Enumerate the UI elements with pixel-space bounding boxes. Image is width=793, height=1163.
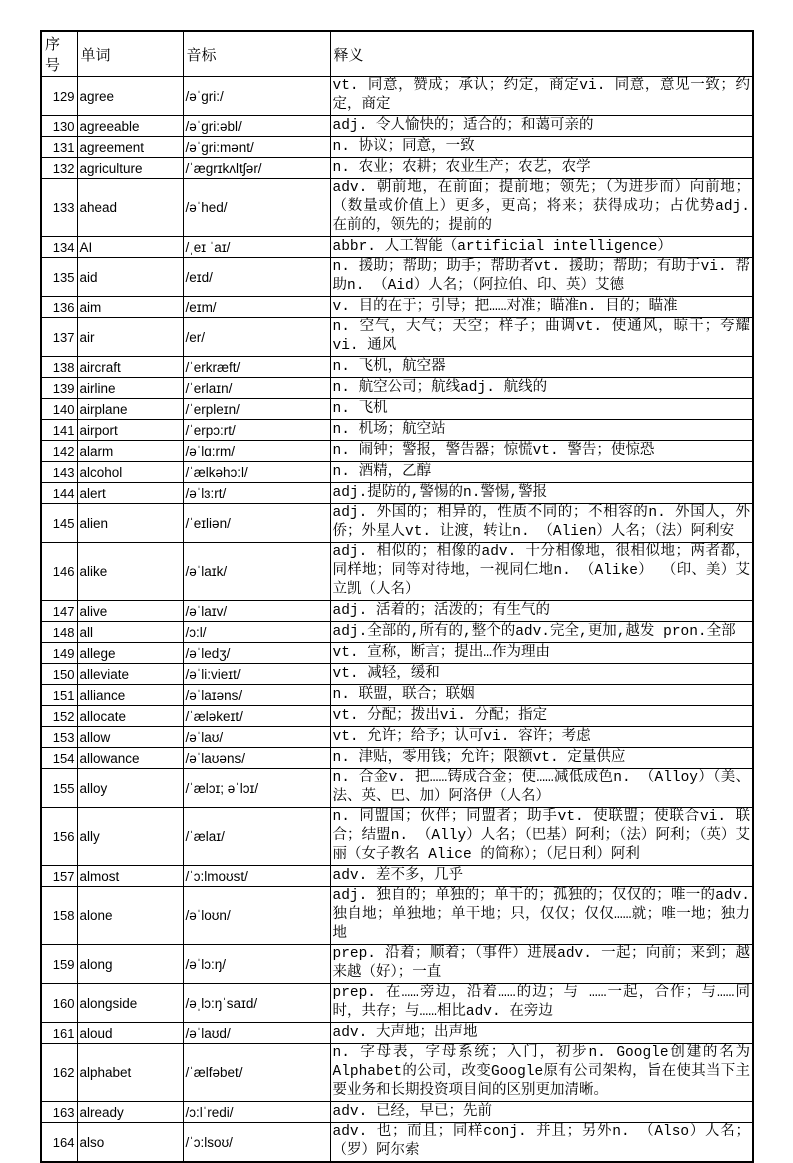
row-number-cell: 137 xyxy=(41,318,77,357)
phonetic-cell: /ɔ:l/ xyxy=(183,622,330,643)
row-number-cell: 129 xyxy=(41,77,77,116)
row-number-cell: 160 xyxy=(41,984,77,1023)
phonetic-cell: /ˈælɔɪ; əˈlɔɪ/ xyxy=(183,769,330,808)
word-cell: air xyxy=(77,318,183,357)
word-cell: allowance xyxy=(77,748,183,769)
row-number-cell: 150 xyxy=(41,664,77,685)
definition-cell: vt. 同意，赞成；承认；约定，商定vi. 同意，意见一致；约定，商定 xyxy=(330,77,753,116)
phonetic-cell: /ˈælfəbet/ xyxy=(183,1044,330,1102)
definition-cell: n. 津贴，零用钱；允许；限额vt. 定量供应 xyxy=(330,748,753,769)
definition-cell: n. 飞机 xyxy=(330,399,753,420)
table-row xyxy=(41,887,753,945)
table-row xyxy=(41,808,753,866)
phonetic-cell: /əˈlaʊd/ xyxy=(183,1023,330,1044)
phonetic-cell: /əˈlɔ:ŋ/ xyxy=(183,945,330,984)
word-cell: agree xyxy=(77,77,183,116)
phonetic-cell: /ˌeɪ ˈaɪ/ xyxy=(183,237,330,258)
definition-cell: n. 飞机，航空器 xyxy=(330,357,753,378)
word-cell: aid xyxy=(77,258,183,297)
table-row xyxy=(41,769,753,808)
phonetic-cell: /əˈlɑ:rm/ xyxy=(183,441,330,462)
row-number-cell: 135 xyxy=(41,258,77,297)
word-cell: agriculture xyxy=(77,158,183,179)
definition-cell: n. 空气，大气；天空；样子；曲调vt. 使通风，晾干；夸耀vi. 通风 xyxy=(330,318,753,357)
phonetic-cell: /əˈlaɪk/ xyxy=(183,543,330,601)
phonetic-cell: /əˈgri:əbl/ xyxy=(183,116,330,137)
definition-cell: vt. 分配；拨出vi. 分配；指定 xyxy=(330,706,753,727)
word-cell: along xyxy=(77,945,183,984)
phonetic-cell: /əˈlaʊ/ xyxy=(183,727,330,748)
word-cell: allow xyxy=(77,727,183,748)
col-header-word: 单词 xyxy=(77,31,183,77)
row-number-cell: 154 xyxy=(41,748,77,769)
row-number-cell: 158 xyxy=(41,887,77,945)
table-row xyxy=(41,318,753,357)
row-number-cell: 159 xyxy=(41,945,77,984)
row-number-cell: 139 xyxy=(41,378,77,399)
table-row xyxy=(41,622,753,643)
table-row xyxy=(41,866,753,887)
row-number-cell: 134 xyxy=(41,237,77,258)
row-number-cell: 131 xyxy=(41,137,77,158)
phonetic-cell: /əˈlaɪv/ xyxy=(183,601,330,622)
definition-cell: prep. 沿着；顺着；（事件）进展adv. 一起；向前；来到；越来越（好）；一直 xyxy=(330,945,753,984)
definition-cell: adv. 也；而且；同样conj. 并且；另外n. （Also）人名；（罗）阿尔索 xyxy=(330,1123,753,1163)
table-row xyxy=(41,1023,753,1044)
row-number-cell: 148 xyxy=(41,622,77,643)
table-row xyxy=(41,237,753,258)
col-header-definition: 释义 xyxy=(330,31,753,77)
table-row xyxy=(41,664,753,685)
definition-cell: n. 援助；帮助；助手；帮助者vt. 援助；帮助；有助于vi. 帮助n. （Aid）人名；（阿拉伯、印、英）艾德 xyxy=(330,258,753,297)
row-number-cell: 133 xyxy=(41,179,77,237)
word-cell: alarm xyxy=(77,441,183,462)
table-row xyxy=(41,643,753,664)
phonetic-cell: /eɪm/ xyxy=(183,297,330,318)
table-row xyxy=(41,462,753,483)
phonetic-cell: /əˈloʊn/ xyxy=(183,887,330,945)
row-number-cell: 140 xyxy=(41,399,77,420)
col-header-phonetic: 音标 xyxy=(183,31,330,77)
table-row xyxy=(41,1123,753,1163)
word-cell: airplane xyxy=(77,399,183,420)
table-row xyxy=(41,258,753,297)
phonetic-cell: /əˈlaʊəns/ xyxy=(183,748,330,769)
row-number-cell: 144 xyxy=(41,483,77,504)
definition-cell: n. 机场；航空站 xyxy=(330,420,753,441)
table-row xyxy=(41,378,753,399)
row-number-cell: 149 xyxy=(41,643,77,664)
definition-cell: n. 协议；同意，一致 xyxy=(330,137,753,158)
phonetic-cell: /eɪd/ xyxy=(183,258,330,297)
table-row xyxy=(41,504,753,543)
row-number-cell: 141 xyxy=(41,420,77,441)
table-row xyxy=(41,543,753,601)
word-cell: aircraft xyxy=(77,357,183,378)
phonetic-cell: /ˈerkræft/ xyxy=(183,357,330,378)
word-cell: alive xyxy=(77,601,183,622)
word-cell: allocate xyxy=(77,706,183,727)
row-number-cell: 161 xyxy=(41,1023,77,1044)
definition-cell: abbr. 人工智能（artificial intelligence） xyxy=(330,237,753,258)
word-cell: airline xyxy=(77,378,183,399)
definition-cell: adv. 已经，早已；先前 xyxy=(330,1102,753,1123)
row-number-cell: 152 xyxy=(41,706,77,727)
definition-cell: n. 闹钟；警报，警告器；惊慌vt. 警告；使惊恐 xyxy=(330,441,753,462)
table-row xyxy=(41,601,753,622)
definition-cell: adv. 朝前地，在前面；提前地；领先；（为进步而）向前地；（数量或价值上）更多，更高；将来；获得成功；占优势adj. 在前的，领先的；提前的 xyxy=(330,179,753,237)
phonetic-cell: /əˈhed/ xyxy=(183,179,330,237)
definition-cell: vt. 减轻，缓和 xyxy=(330,664,753,685)
definition-cell: adj. 活着的；活泼的；有生气的 xyxy=(330,601,753,622)
word-cell: agreeable xyxy=(77,116,183,137)
col-header-number: 序号 xyxy=(41,31,77,77)
phonetic-cell: /əˈlɜ:rt/ xyxy=(183,483,330,504)
word-cell: alphabet xyxy=(77,1044,183,1102)
row-number-cell: 156 xyxy=(41,808,77,866)
word-cell: already xyxy=(77,1102,183,1123)
table-row xyxy=(41,297,753,318)
word-cell: alliance xyxy=(77,685,183,706)
phonetic-cell: /ɔ:lˈredi/ xyxy=(183,1102,330,1123)
word-cell: alone xyxy=(77,887,183,945)
phonetic-cell: /ˈerpɔ:rt/ xyxy=(183,420,330,441)
definition-cell: adv. 大声地；出声地 xyxy=(330,1023,753,1044)
word-cell: alien xyxy=(77,504,183,543)
definition-cell: adj. 独自的；单独的；单干的；孤独的；仅仅的；唯一的adv. 独自地；单独地；单干地；只，仅仅；仅仅……就；唯一地；独力地 xyxy=(330,887,753,945)
table-row xyxy=(41,1102,753,1123)
table-row xyxy=(41,357,753,378)
definition-cell: n. 航空公司；航线adj. 航线的 xyxy=(330,378,753,399)
word-cell: agreement xyxy=(77,137,183,158)
table-row xyxy=(41,441,753,462)
phonetic-cell: /ˈægrɪkʌltʃər/ xyxy=(183,158,330,179)
definition-cell: adj.提防的,警惕的n.警惕,警报 xyxy=(330,483,753,504)
phonetic-cell: /əˈgri:mənt/ xyxy=(183,137,330,158)
definition-cell: adv. 差不多，几乎 xyxy=(330,866,753,887)
phonetic-cell: /ˈæləkeɪt/ xyxy=(183,706,330,727)
definition-cell: adj. 令人愉快的；适合的；和蔼可亲的 xyxy=(330,116,753,137)
phonetic-cell: /ˈɔ:lsoʊ/ xyxy=(183,1123,330,1163)
table-row xyxy=(41,727,753,748)
row-number-cell: 136 xyxy=(41,297,77,318)
row-number-cell: 132 xyxy=(41,158,77,179)
row-number-cell: 157 xyxy=(41,866,77,887)
definition-cell: adj.全部的,所有的,整个的adv.完全,更加,越发 pron.全部 xyxy=(330,622,753,643)
definition-cell: n. 联盟，联合；联姻 xyxy=(330,685,753,706)
phonetic-cell: /əˈli:vieɪt/ xyxy=(183,664,330,685)
word-cell: alert xyxy=(77,483,183,504)
phonetic-cell: /ˈɔ:lmoʊst/ xyxy=(183,866,330,887)
row-number-cell: 142 xyxy=(41,441,77,462)
table-row xyxy=(41,706,753,727)
row-number-cell: 145 xyxy=(41,504,77,543)
word-cell: allege xyxy=(77,643,183,664)
row-number-cell: 130 xyxy=(41,116,77,137)
table-row xyxy=(41,685,753,706)
table-row xyxy=(41,116,753,137)
definition-cell: n. 字母表，字母系统；入门，初步n. Google创建的名为Alphabet的公司，改变Google原有公司架构，旨在使其当下主要业务和长期投资项目间的区别更加清晰。 xyxy=(330,1044,753,1102)
table-row xyxy=(41,179,753,237)
definition-cell: n. 合金v. 把……铸成合金；使……减低成色n. （Alloy）（美、法、英、巴、加）阿洛伊（人名） xyxy=(330,769,753,808)
word-cell: alleviate xyxy=(77,664,183,685)
table-row xyxy=(41,1044,753,1102)
row-number-cell: 151 xyxy=(41,685,77,706)
phonetic-cell: /əˌlɔ:ŋˈsaɪd/ xyxy=(183,984,330,1023)
phonetic-cell: /ˈælaɪ/ xyxy=(183,808,330,866)
word-cell: alongside xyxy=(77,984,183,1023)
row-number-cell: 162 xyxy=(41,1044,77,1102)
definition-cell: n. 酒精，乙醇 xyxy=(330,462,753,483)
phonetic-cell: /er/ xyxy=(183,318,330,357)
table-row xyxy=(41,984,753,1023)
row-number-cell: 155 xyxy=(41,769,77,808)
word-cell: aloud xyxy=(77,1023,183,1044)
row-number-cell: 138 xyxy=(41,357,77,378)
row-number-cell: 146 xyxy=(41,543,77,601)
word-cell: alike xyxy=(77,543,183,601)
definition-cell: v. 目的在于；引导；把……对准；瞄准n. 目的；瞄准 xyxy=(330,297,753,318)
word-cell: also xyxy=(77,1123,183,1163)
phonetic-cell: /əˈlaɪəns/ xyxy=(183,685,330,706)
definition-cell: n. 农业；农耕；农业生产；农艺，农学 xyxy=(330,158,753,179)
word-cell: AI xyxy=(77,237,183,258)
vocabulary-table xyxy=(40,30,754,1163)
table-row xyxy=(41,420,753,441)
definition-cell: adj. 外国的；相异的，性质不同的；不相容的n. 外国人，外侨；外星人vt. 让渡，转让n. （Alien）人名；（法）阿利安 xyxy=(330,504,753,543)
definition-cell: vt. 允许；给予；认可vi. 容许；考虑 xyxy=(330,727,753,748)
table-row xyxy=(41,77,753,116)
table-row xyxy=(41,748,753,769)
definition-cell: adj. 相似的；相像的adv. 十分相像地，很相似地；两者都，同样地；同等对待地，一视同仁地n. （Alike） （印、美）艾立凯（人名） xyxy=(330,543,753,601)
phonetic-cell: /ˈeɪliən/ xyxy=(183,504,330,543)
definition-cell: n. 同盟国；伙伴；同盟者；助手vt. 使联盟；使联合vi. 联合；结盟n. （Ally）人名；（巴基）阿利；（法）阿利；（英）艾丽（女子教名 Alice 的简称）；（尼日利）阿利 xyxy=(330,808,753,866)
definition-cell: vt. 宣称，断言；提出…作为理由 xyxy=(330,643,753,664)
table-row xyxy=(41,399,753,420)
phonetic-cell: /ˈælkəhɔ:l/ xyxy=(183,462,330,483)
word-cell: alcohol xyxy=(77,462,183,483)
word-cell: all xyxy=(77,622,183,643)
row-number-cell: 153 xyxy=(41,727,77,748)
phonetic-cell: /ˈerlaɪn/ xyxy=(183,378,330,399)
header-row xyxy=(41,31,753,77)
table-row xyxy=(41,945,753,984)
word-cell: airport xyxy=(77,420,183,441)
table-row xyxy=(41,483,753,504)
word-cell: ahead xyxy=(77,179,183,237)
row-number-cell: 164 xyxy=(41,1123,77,1163)
row-number-cell: 163 xyxy=(41,1102,77,1123)
phonetic-cell: /əˈgri:/ xyxy=(183,77,330,116)
phonetic-cell: /ˈerpleɪn/ xyxy=(183,399,330,420)
word-cell: ally xyxy=(77,808,183,866)
row-number-cell: 147 xyxy=(41,601,77,622)
word-cell: aim xyxy=(77,297,183,318)
row-number-cell: 143 xyxy=(41,462,77,483)
table-row xyxy=(41,137,753,158)
definition-cell: prep. 在……旁边，沿着……的边；与 ……一起，合作；与……同时，共存；与……相比adv. 在旁边 xyxy=(330,984,753,1023)
word-cell: alloy xyxy=(77,769,183,808)
word-cell: almost xyxy=(77,866,183,887)
table-row xyxy=(41,158,753,179)
phonetic-cell: /əˈledʒ/ xyxy=(183,643,330,664)
